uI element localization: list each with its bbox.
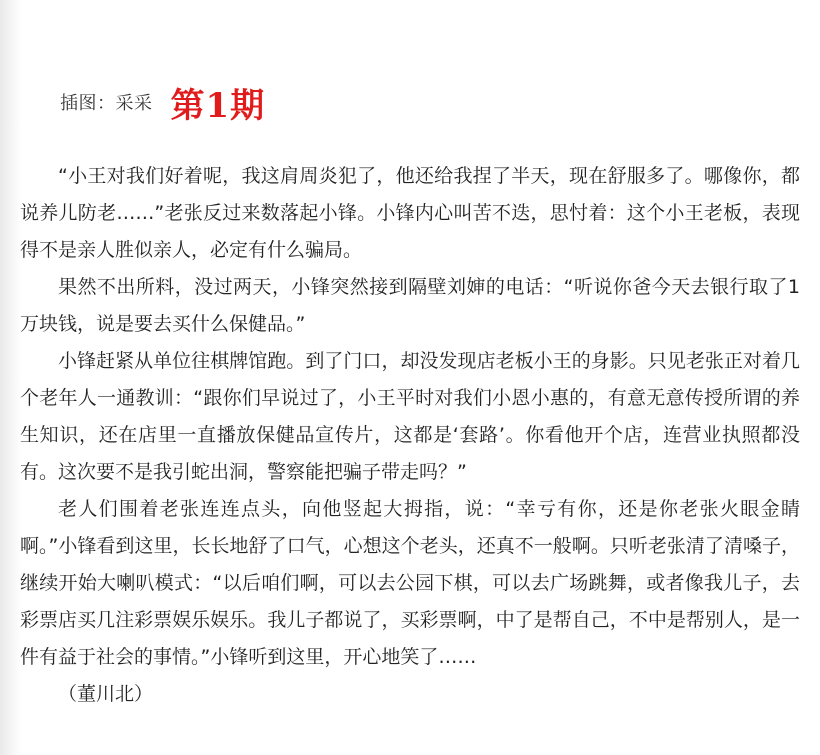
page-edge-shadow bbox=[0, 0, 22, 755]
illustrator-credit: 插图：采采 bbox=[60, 93, 153, 114]
paragraph: 老人们围着老张连连点头，向他竖起大拇指，说：“幸亏有你，还是你老张火眼金睛啊。”小锋看到这里，长长地舒了口气，心想这个老头，还真不一般啊。只听老张清了清嗓子，继续开始大喇叭模式：“以后咱们啊，可以去公园下棋，可以去广场跳舞，或者像我儿子，去彩票店买几注彩票娱乐娱乐。我儿子都说了，买彩票啊，中了是帮自己，不中是帮别人，是一件有益于社会的事情。”小锋听到这里，开心地笑了…… bbox=[20, 498, 800, 668]
paragraph: 小锋赶紧从单位往棋牌馆跑。到了门口，却没发现店老板小王的身影。只见老张正对着几个老年人一通教训：“跟你们早说过了，小王平时对我们小恩小惠的，有意无意传授所谓的养生知识，还在店里一直播放保健品宣传片，这都是‘套路’。你看他开个店，连营业执照都没有。这次要不是我引蛇出洞，警察能把骗子带走吗？” bbox=[20, 350, 800, 483]
article-body bbox=[20, 158, 800, 713]
author-byline: （董川北） bbox=[58, 683, 154, 705]
article-header bbox=[60, 80, 265, 124]
issue-number: 第1期 bbox=[170, 85, 266, 126]
article bbox=[20, 0, 800, 755]
paragraph: 果然不出所料，没过两天，小锋突然接到隔壁刘婶的电话：“听说你爸今天去银行取了1万块钱，说是要去买什么保健品。” bbox=[20, 276, 800, 335]
paragraph: “小王对我们好着呢，我这肩周炎犯了，他还给我捏了半天，现在舒服多了。哪像你，都说养儿防老……”老张反过来数落起小锋。小锋内心叫苦不迭，思忖着：这个小王老板，表现得不是亲人胜似亲人，必定有什么骗局。 bbox=[20, 165, 800, 261]
